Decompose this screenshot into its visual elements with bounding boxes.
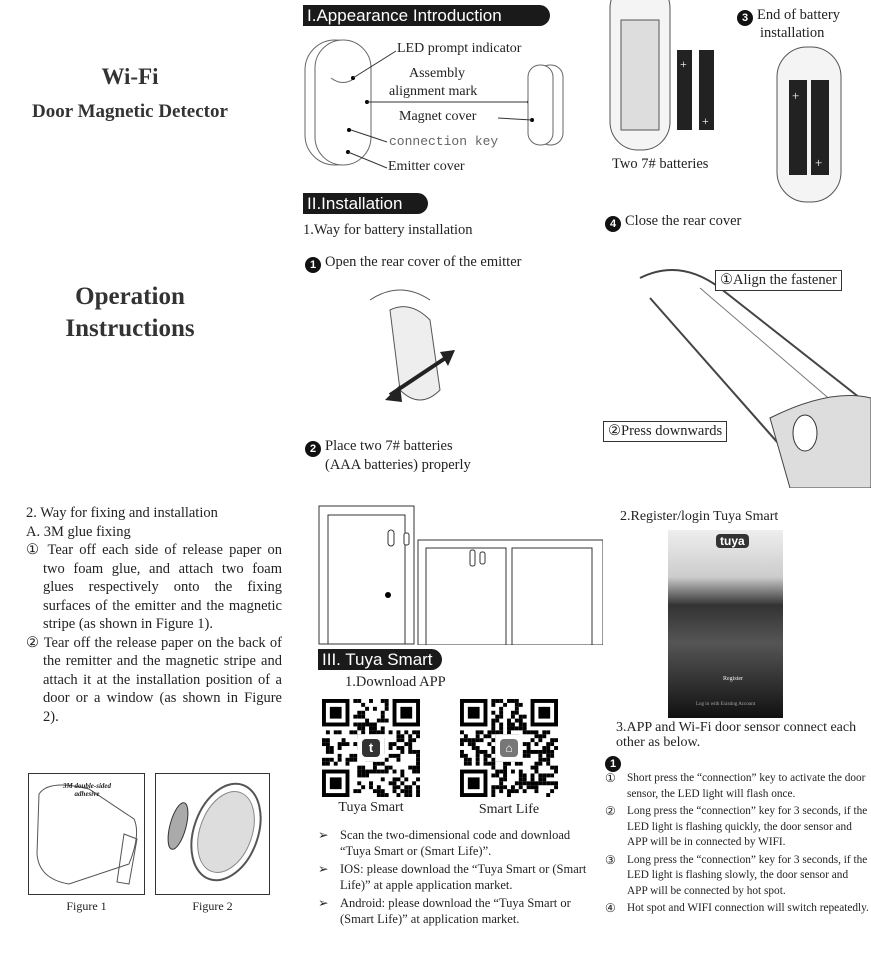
label-connection-key: connection key [389, 134, 499, 149]
align-fastener-label: ①Align the fastener [715, 270, 842, 291]
step-number: 1 [305, 257, 321, 273]
bullet-item: ➢ IOS: please download the “Tuya Smart or (Smart Life)” at apple application market. [318, 862, 587, 892]
connect-step: ③ Long press the “connection” key for 3 seconds, if the LED light is flashing slowly, the door sensor and APP will be connected by hot spot. [605, 852, 868, 897]
step-2-detail: (AAA batteries) properly [325, 457, 471, 473]
tuya-logo: tuya [716, 534, 749, 548]
svg-text:+: + [680, 57, 687, 71]
fixing-sub: A. 3M glue fixing [26, 523, 131, 540]
connect-steps [605, 771, 869, 919]
qr1-caption: Tuya Smart [338, 800, 404, 815]
batteries-caption: Two 7# batteries [612, 156, 709, 172]
bullet-item: ➢ Scan the two-dimensional code and download “Tuya Smart or (Smart Life)”. [318, 828, 571, 858]
step-4: 4 Close the rear cover [605, 212, 741, 232]
label-magnet-cover: Magnet cover [399, 109, 477, 124]
figure-2-caption: Figure 2 [192, 899, 233, 913]
download-instructions [318, 827, 600, 929]
connect-number: 1 [605, 753, 625, 772]
step-number: 3 [737, 10, 753, 26]
qr2-caption: Smart Life [478, 802, 540, 817]
bullet-item: ➢ Android: please download the “Tuya Smart or (Smart Life)” at application market. [318, 896, 571, 926]
app-login-link[interactable]: Log in with Existing Account [696, 702, 756, 707]
fixing-section [26, 504, 282, 726]
connect-heading: 3.APP and Wi-Fi door sensor connect each other as below. [616, 720, 857, 750]
appearance-heading: I.Appearance Introduction [303, 5, 550, 26]
fixing-item: ① Tear off each side of release paper on two foam glue, and attach two foam glues respectively onto the fixing surfaces of the emitter and the magnetic stripe (as shown in Figure 1). [26, 542, 282, 632]
door-window-illustration [318, 505, 603, 645]
tuya-app-icon: t [362, 739, 380, 757]
product-subtitle: Door Magnetic Detector [32, 101, 228, 122]
press-downwards-label: ②Press downwards [603, 421, 727, 442]
close-cover-illustration [600, 258, 871, 488]
fixing-item: ② Tear off the release paper on the back of the remitter and the magnetic stripe and attach it at the installation position of a door or a window (as shown in Figure 2). [26, 634, 283, 725]
step-3-detail: installation [760, 25, 825, 41]
step-number: 2 [305, 441, 321, 457]
connect-step: ① Short press the “connection” key to activate the door sensor, the LED light will flash once. [605, 771, 866, 800]
installed-batteries-image [775, 45, 845, 205]
register-heading: 2.Register/login Tuya Smart [620, 509, 779, 524]
adhesive-label: 3M double-sided adhesive [62, 782, 112, 798]
download-app-heading: 1.Download APP [345, 674, 446, 690]
fixing-title: 2. Way for fixing and installation [26, 505, 218, 521]
device-diagram [303, 35, 593, 185]
step-1: 1 Open the rear cover of the emitter [305, 253, 521, 273]
battery-compartment-image [607, 0, 727, 155]
smart-life-home-icon: ⌂ [500, 739, 518, 757]
figure-2-image [155, 773, 270, 895]
product-title: Wi-Fi [101, 64, 159, 89]
svg-text:+: + [815, 155, 823, 170]
step-number: 4 [605, 216, 621, 232]
label-led: LED prompt indicator [397, 41, 522, 56]
figure-1-image [28, 773, 145, 895]
svg-text:+: + [702, 114, 709, 128]
connect-step: ④ Hot spot and WIFI connection will switch repeatedly. [605, 901, 869, 915]
app-screenshot [668, 530, 783, 718]
open-cover-illustration [360, 280, 470, 430]
step-2: 2 Place two 7# batteries [305, 437, 453, 457]
step-3: 3 End of battery [737, 6, 840, 26]
label-assembly: Assembly [409, 66, 465, 81]
operation-title: Operation [75, 283, 185, 310]
svg-text:+: + [792, 88, 800, 103]
app-register-button[interactable]: Register [723, 676, 743, 682]
label-alignment: alignment mark [389, 84, 478, 99]
connect-step: ② Long press the “connection” key for 3 seconds, if the LED light is flashing quickly, the door sensor and APP will be in connected by WIFI. [605, 804, 868, 848]
installation-heading: II.Installation [303, 193, 428, 214]
installation-sub: 1.Way for battery installation [303, 222, 473, 238]
tuya-heading: III. Tuya Smart [318, 649, 442, 670]
figure-1-caption: Figure 1 [66, 899, 107, 913]
label-emitter-cover: Emitter cover [388, 159, 465, 174]
instructions-title: Instructions [65, 315, 195, 342]
